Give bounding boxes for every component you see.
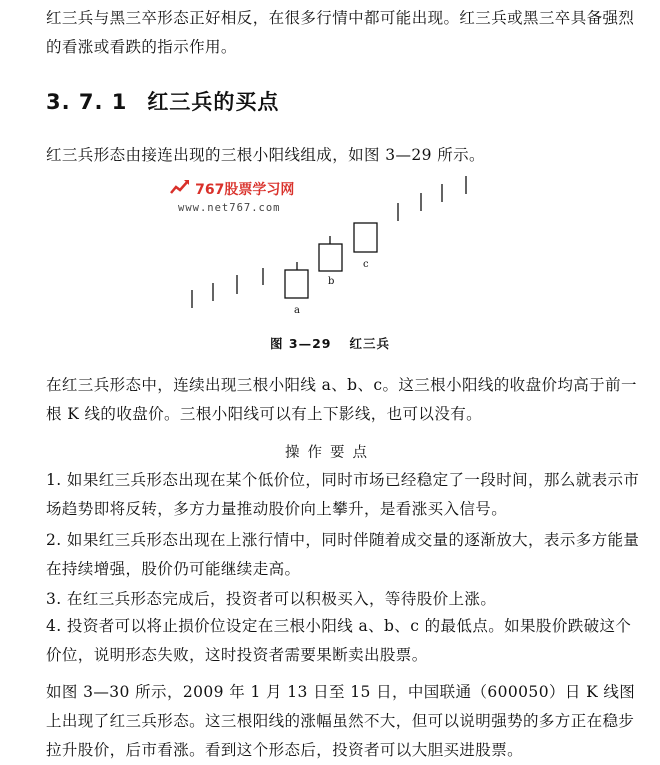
candle-a [285,270,308,298]
description-paragraph: 在红三兵形态中，连续出现三根小阳线 a、b、c。这三根小阳线的收盘价均高于前一根 K 线的收盘价。三根小阳线可以有上下影线，也可以没有。 [46,376,637,423]
label-b: b [328,276,335,287]
watermark-url: www.net767.com [178,202,281,214]
example-paragraph: 如图 3—30 所示，2009 年 1 月 13 日至 15 日，中国联通（600050）日 K 线图上出现了红三兵形态。这三根阳线的涨幅虽然不大，但可以说明强势的多方正在稳步拉升股价，后市看涨。看到这个形态后，投资者可以大胆买进股票。 [46,683,636,759]
figure-caption [0,334,660,352]
section-title: 红三兵的买点 [147,90,280,114]
caption-title: 红三兵 [349,336,390,351]
caption-number: 图 3—29 [270,336,332,351]
candle-c [354,223,377,252]
section-number: 3. 7. 1 [46,90,128,114]
operation-item-3: 3. 在红三兵形态完成后，投资者可以积极买入，等待股价上涨。 [46,590,497,608]
operation-item-2: 2. 如果红三兵形态出现在上涨行情中，同时伴随着成交量的逐渐放大，表示多方能量在持续增强，股价仍可能继续走高。 [46,531,640,578]
label-c: c [363,259,369,270]
watermark-site-name: 767股票学习网 [195,181,295,198]
operation-item-1: 1. 如果红三兵形态出现在某个低价位，同时市场已经稳定了一段时间，那么就表示市场趋势即将反转，多方力量推动股价向上攀升，是看涨买入信号。 [46,471,640,518]
operation-item-4: 4. 投资者可以将止损价位设定在三根小阳线 a、b、c 的最低点。如果股价跌破这个价位，说明形态失败，这时投资者需要果断卖出股票。 [46,617,632,664]
candle-b [319,244,342,271]
candlestick-figure [170,172,490,332]
section-heading [46,86,279,116]
label-a: a [294,305,300,316]
intro-paragraph: 红三兵与黑三卒形态正好相反，在很多行情中都可能出现。红三兵或黑三卒具备强烈的看涨或看跌的指示作用。 [46,9,635,56]
operations-title: 操作要点 [285,445,375,461]
lead-paragraph: 红三兵形态由接连出现的三根小阳线组成，如图 3—29 所示。 [46,146,485,164]
